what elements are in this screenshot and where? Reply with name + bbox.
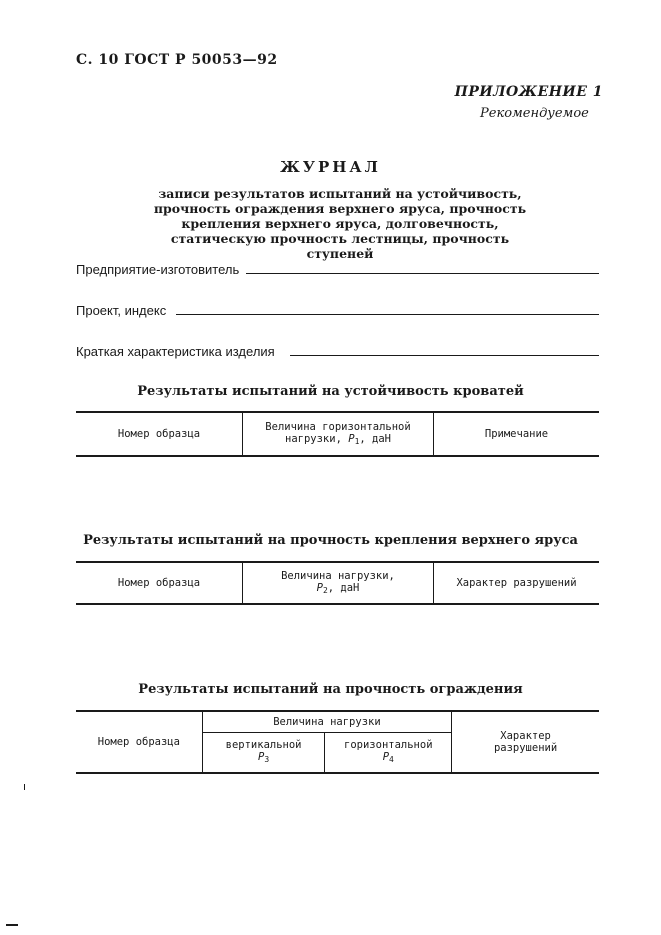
- scan-mark: [6, 924, 18, 926]
- project-line: [176, 314, 599, 315]
- project-label: Проект, индекс: [76, 303, 167, 318]
- manufacturer-line: [246, 273, 599, 274]
- manufacturer-label: Предприятие-изготовитель: [76, 262, 240, 277]
- page-code: С. 10 ГОСТ Р 50053—92: [76, 52, 278, 68]
- col-horizontal-load: горизонтальной $P_4$: [325, 733, 452, 774]
- col-sample-number: Номер образца: [76, 562, 243, 604]
- document-subtitle: записи результатов испытаний на устойчивость, прочность ограждения верхнего яруса, прочность крепления верхнего яруса, долговечность, статическую прочность лестницы, прочность ступеней: [153, 186, 527, 261]
- col-failure-type: Характер разрушений: [456, 577, 577, 589]
- table3-title: Результаты испытаний на прочность ограждения: [138, 682, 523, 697]
- railing-results-table: [76, 710, 599, 774]
- appendix-label: ПРИЛОЖЕНИЕ 1: [454, 84, 603, 100]
- col-vertical-load: вертикальной $P_3$: [202, 733, 325, 774]
- col-sample-number: Номер образца: [76, 711, 202, 773]
- document-title: ЖУРНАЛ: [280, 158, 381, 176]
- table2-title: Результаты испытаний на прочность крепления верхнего яруса: [83, 533, 578, 548]
- stability-results-table: [76, 411, 599, 457]
- table1-title: Результаты испытаний на устойчивость кроватей: [137, 384, 524, 399]
- scan-mark: [24, 784, 25, 790]
- col-note: Примечание: [484, 428, 549, 440]
- col-failure-type: Характер разрушений: [493, 730, 558, 754]
- col-horizontal-load: Величина горизонтальной нагрузки, $P_1$, даН: [243, 412, 434, 456]
- recommended-label: Рекомендуемое: [480, 106, 589, 121]
- col-load: Величина нагрузки, $P_2$, даН: [243, 562, 434, 604]
- fastening-results-table: [76, 561, 599, 605]
- description-label: Краткая характеристика изделия: [76, 344, 275, 359]
- col-sample-number: Номер образца: [76, 412, 243, 456]
- description-line: [290, 355, 599, 356]
- col-group-load: Величина нагрузки: [202, 711, 451, 733]
